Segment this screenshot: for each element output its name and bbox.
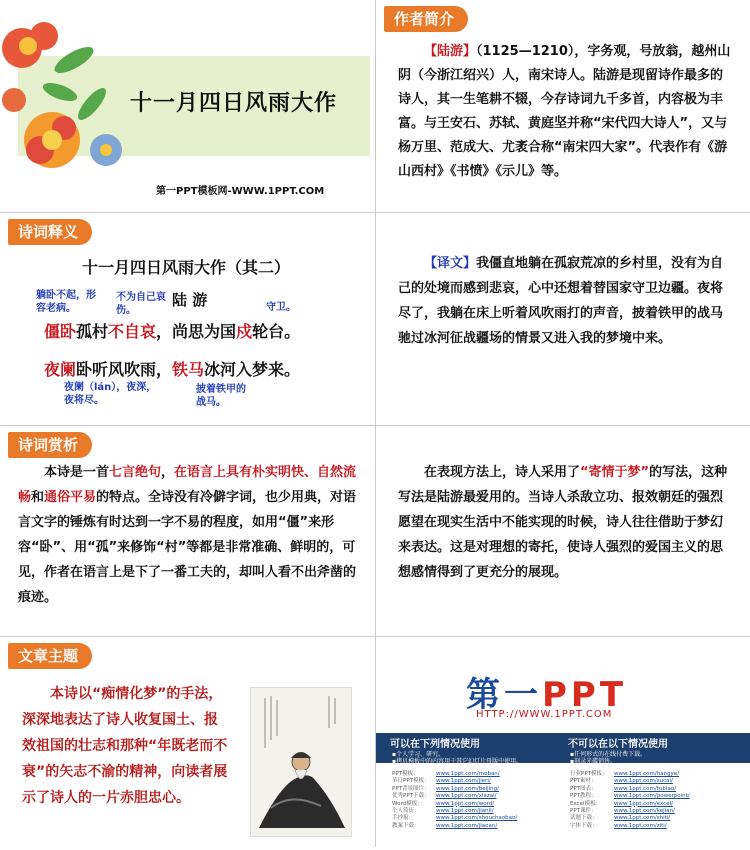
author-name: 【陆游】 (424, 44, 477, 59)
slide-title[interactable] (0, 0, 375, 212)
appreciation-text: 本诗是一首七言绝句，在语言上具有朴实明快、自然流畅和通俗平易的特点。全诗没有冷僻字词，也少用典，对语言文字的锤炼有时达到一字不易的程度，如用“僵”来形容“卧”、用“孤”来修饰“村”等都是非常准确、鲜明的，可见，作者在语言上是下了一番工夫的，却叫人看不出斧凿的痕迹。 (18, 465, 357, 605)
author-bio-text: （1125—1210），字务观，号放翁，越州山阴（今浙江绍兴）人，南宋诗人。陆游是现留诗作最多的诗人，其一生笔耕不辍，今存诗词九千多首，内容极为丰富。与王安石、苏轼、黄庭坚并称“宋代四大诗人”，又与杨万里、范成大、尤袤合称“南宋四大家”。代表作有《游山西村》《书愤》《示儿》等。 (398, 44, 731, 179)
forbidden-item-1: ▪任何形式的在线付费下载。 (570, 751, 647, 758)
resource-link[interactable]: www.1ppt.com/powerpoint/ (614, 793, 690, 800)
poem-line-1: 僵卧孤村不自哀，尚思为国戍轮台。 (44, 322, 301, 341)
resource-label: PPT模板： (392, 771, 419, 777)
author-bio (398, 40, 734, 184)
site-url[interactable]: HTTP://WWW.1PPT.COM (476, 709, 613, 720)
resource-link[interactable]: www.1ppt.com/sucai/ (614, 778, 673, 785)
section-tag: 文章主题 (8, 643, 92, 669)
resource-row (392, 793, 517, 800)
resource-label: Word模板： (392, 800, 423, 807)
site-logo[interactable]: 第一PPT (466, 675, 628, 715)
translation-text: 【译文】我僵直地躺在孤寂荒凉的乡村里，没有为自己的处境而感到悲哀，心中还想着替国家守卫边疆。夜将尽了，我躺在床上听着风吹雨打的声音，披着铁甲的战马驰过冰河征战疆场的情景又进入我的梦境中来。 (398, 256, 724, 346)
allowed-item-2: ▪拷贝模板中的内容用于其它幻灯片母版中使用。 (392, 758, 523, 765)
resource-label: PPT课件： (570, 808, 597, 815)
resource-link[interactable]: www.1ppt.com/excel/ (614, 800, 673, 807)
slide-technique[interactable] (376, 426, 750, 636)
resource-label: 个人简历： (392, 808, 420, 815)
resource-label: Excel模板： (570, 800, 602, 807)
allowed-item-1: ▪个人学习、研究。 (392, 751, 445, 758)
poem-line-2: 夜阑卧听风吹雨，铁马冰河入梦来。 (44, 360, 301, 379)
resource-label: 字体下载： (570, 822, 598, 829)
slide-author[interactable] (376, 0, 750, 212)
technique-text: 在表现方法上，诗人采用了“寄情于梦”的写法，这种写法是陆游最爱用的。当诗人杀敌立功、报效朝廷的强烈愿望在现实生活中不能实现的时候，诗人往往借助于梦幻来表达。这是对理想的寄托，使诗人强烈的爱国主义的思想感情得到了更充分的展现。 (398, 465, 728, 580)
note-shu: 守卫。 (266, 302, 296, 313)
resource-link[interactable]: www.1ppt.com/shiti/ (614, 815, 671, 822)
note-buzi-ai: 不为自己哀伤。 (116, 292, 166, 316)
resource-row (570, 801, 690, 808)
resource-label: 优秀PPT下载： (392, 793, 430, 800)
resource-row (570, 815, 690, 822)
section-tag: 诗词释义 (8, 219, 92, 245)
resource-link[interactable]: www.1ppt.com/hangye/ (614, 771, 680, 777)
resource-row (392, 778, 517, 785)
slide-title-text: 十一月四日风雨大作 (130, 91, 338, 116)
slide-appreciation[interactable] (0, 426, 375, 636)
resource-label: 行业PPT模板： (570, 771, 608, 777)
slide-translation[interactable] (376, 213, 750, 425)
resource-link[interactable]: www.1ppt.com/moban/ (436, 771, 500, 777)
ink-painting (250, 687, 352, 837)
resource-link[interactable]: www.1ppt.com/beijing/ (436, 785, 500, 792)
resource-link[interactable]: www.1ppt.com/xiazai/ (436, 793, 497, 800)
resource-label: 教案下载： (392, 822, 420, 829)
resource-label: PPT图表： (570, 785, 597, 792)
theme-text: 本诗以“痴情化梦”的手法，深深地表达了诗人收复国土、报效祖国的壮志和那种“年既老而不衰”的矢志不渝的精神，向读者展示了诗人的一片赤胆忠心。 (22, 686, 228, 806)
slide-branding[interactable] (376, 637, 750, 850)
section-tag: 作者简介 (384, 6, 468, 32)
note-tiema: 披着铁甲的战马。 (196, 384, 246, 408)
resource-row (392, 815, 517, 822)
resource-row (392, 801, 517, 808)
resource-link[interactable]: www.1ppt.com/jianli/ (436, 808, 494, 815)
resource-label: PPT背景图片： (392, 785, 430, 792)
translation-label: 【译文】 (424, 256, 477, 271)
resource-link[interactable]: www.1ppt.com/ziti/ (614, 822, 667, 829)
resource-label: PPT教程： (570, 793, 597, 800)
left-link-list (392, 771, 517, 830)
resource-label: 试题下载： (570, 815, 598, 822)
resource-label: 手抄报： (392, 815, 415, 822)
resource-label: 节日PPT模板： (392, 778, 430, 785)
note-yelan: 夜阑（lán），夜深，夜将尽。 (64, 382, 157, 406)
poem-author: 陆 游 (172, 291, 208, 309)
poet-figure-icon (251, 688, 351, 836)
site-footer: 第一PPT模板网-WWW.1PPT.COM (156, 186, 325, 197)
resource-link[interactable]: www.1ppt.com/jieri/ (436, 778, 491, 785)
resource-link[interactable]: www.1ppt.com/word/ (436, 800, 495, 807)
slide-explanation[interactable] (0, 213, 375, 425)
resource-link[interactable]: www.1ppt.com/jiaoan/ (436, 822, 498, 829)
section-tag: 诗词赏析 (8, 432, 92, 458)
resource-row (570, 823, 690, 830)
flower-decoration-icon (0, 0, 150, 190)
forbidden-item-2: ▪刻录光碟销售。 (570, 758, 617, 765)
resource-row (392, 823, 517, 830)
allowed-heading: 可以在下列情况使用 (390, 739, 480, 750)
resource-link[interactable]: www.1ppt.com/shouchaobao/ (436, 815, 518, 822)
right-link-list (570, 771, 690, 830)
resource-row (570, 793, 690, 800)
resource-row (570, 778, 690, 785)
resource-link[interactable]: www.1ppt.com/tubiao/ (614, 785, 676, 792)
slide-theme[interactable] (0, 637, 375, 850)
poem-title: 十一月四日风雨大作（其二） (82, 258, 291, 277)
resource-label: PPT素材： (570, 778, 597, 785)
note-jiangwo: 躺卧不起，形容老病。 (36, 290, 96, 314)
resource-link[interactable]: www.1ppt.com/kejian/ (614, 808, 675, 815)
forbidden-heading: 不可以在以下情况使用 (568, 739, 668, 750)
